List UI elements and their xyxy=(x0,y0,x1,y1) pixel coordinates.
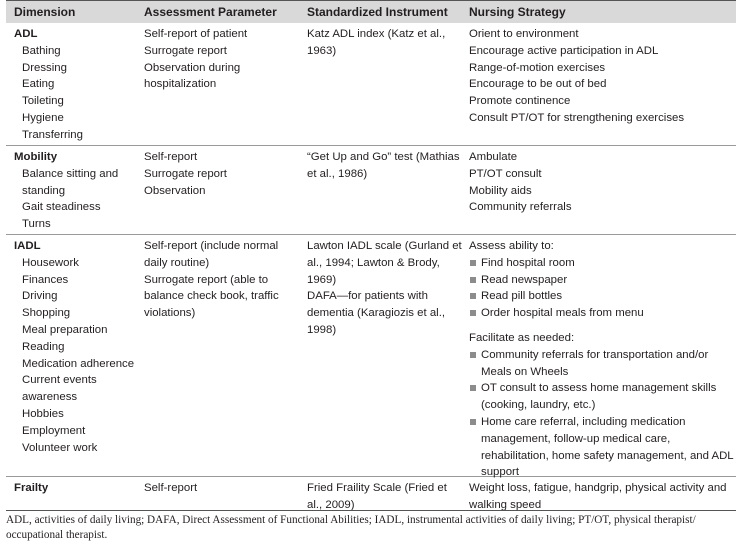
mobility-strategy-cell xyxy=(469,149,737,216)
assessment-item: Self-report (include normal daily routine) xyxy=(144,240,279,269)
strategy-item: Encourage active participation in ADL xyxy=(469,44,659,57)
dimension-item: Shopping xyxy=(22,307,71,320)
instrument-item: “Get Up and Go” test (Mathias et al., 1986) xyxy=(307,151,460,180)
strategy-bullet: Community referrals for transportation and/or Meals on Wheels xyxy=(469,347,737,381)
strategy-item: Weight loss, fatigue, handgrip, physical activity and walking speed xyxy=(469,482,727,511)
strategy-item: Mobility aids xyxy=(469,184,532,197)
dimension-item: Medication adherence xyxy=(22,357,135,370)
strategy-item: PT/OT consult xyxy=(469,167,542,180)
instrument-item: Fried Fraility Scale (Fried et al., 2009) xyxy=(307,482,447,511)
assessment-item: Self-report of patient xyxy=(144,28,248,40)
dimension-item: Eating xyxy=(22,78,55,91)
strategy-item: Ambulate xyxy=(469,151,518,163)
strategy-bullet: Read pill bottles xyxy=(469,288,737,305)
iadl-assessment-cell xyxy=(144,238,302,322)
header-assessment-parameter: Assessment Parameter xyxy=(144,5,277,19)
bullet-square-icon xyxy=(470,419,476,425)
bullet-square-icon xyxy=(470,277,476,283)
dimension-item: Hobbies xyxy=(22,407,64,420)
bullet-square-icon xyxy=(470,260,476,266)
strategy-subheading: Facilitate as needed: xyxy=(469,331,575,344)
frailty-strategy-cell xyxy=(469,480,737,514)
section-adl xyxy=(6,23,736,146)
instrument-item: Lawton IADL scale (Gurland et al., 1994; Lawton & Brody, 1969) xyxy=(307,240,462,286)
assessment-item: Surrogate report xyxy=(144,44,227,57)
dimension-title: IADL xyxy=(14,240,41,252)
strategy-bullet: Read newspaper xyxy=(469,272,737,289)
assessment-item: Surrogate report xyxy=(144,167,227,180)
assessment-table xyxy=(6,0,736,511)
header-dimension: Dimension xyxy=(14,5,76,19)
dimension-item: Toileting xyxy=(22,95,64,108)
instrument-item: Katz ADL index (Katz et al., 1963) xyxy=(307,28,446,57)
iadl-strategy-cell xyxy=(469,238,737,481)
dimension-title: Frailty xyxy=(14,482,49,494)
assessment-item: Self-report xyxy=(144,151,198,163)
dimension-item: Meal preparation xyxy=(22,323,108,336)
dimension-item: Volunteer work xyxy=(22,441,98,454)
dimension-item: Balance sitting and standing xyxy=(22,167,119,197)
mobility-assessment-cell xyxy=(144,149,302,199)
assessment-item: Observation xyxy=(144,184,206,197)
bullet-square-icon xyxy=(470,310,476,316)
section-iadl xyxy=(6,235,736,477)
dimension-item: Hygiene xyxy=(22,111,64,124)
strategy-bullet: Order hospital meals from menu xyxy=(469,305,737,322)
header-nursing-strategy: Nursing Strategy xyxy=(469,5,566,19)
instrument-item: DAFA—for patients with dementia (Karagiozis et al., 1998) xyxy=(307,290,446,336)
strategy-bullet: Home care referral, including medication management, follow-up medical care, rehabilitation, home safety management, and ADL support xyxy=(469,414,737,481)
strategy-item: Range-of-motion exercises xyxy=(469,61,606,74)
dimension-item: Housework xyxy=(22,256,79,269)
strategy-item: Orient to environment xyxy=(469,28,579,40)
table-header-row xyxy=(6,0,736,23)
iadl-instrument-cell xyxy=(307,238,465,339)
dimension-item: Dressing xyxy=(22,61,67,74)
dimension-item: Current events awareness xyxy=(22,374,97,404)
assessment-item: Observation during hospitalization xyxy=(144,61,241,91)
frailty-dimension-cell xyxy=(14,480,142,497)
strategy-subheading: Assess ability to: xyxy=(469,240,554,252)
dimension-item: Transferring xyxy=(22,128,83,141)
dimension-item: Employment xyxy=(22,424,86,437)
table-footnote: ADL, activities of daily living; DAFA, Direct Assessment of Functional Abilities; IADL, instrumental activities of daily living; PT/OT, physical therapist/ occupational therapist. xyxy=(6,514,696,541)
footnote-divider xyxy=(6,510,736,511)
bullet-square-icon xyxy=(470,352,476,358)
mobility-dimension-cell xyxy=(14,149,142,233)
strategy-item: Encourage to be out of bed xyxy=(469,78,607,91)
dimension-item: Finances xyxy=(22,273,69,286)
strategy-item: Community referrals xyxy=(469,201,572,214)
dimension-item: Reading xyxy=(22,340,65,353)
iadl-dimension-cell xyxy=(14,238,142,456)
frailty-assessment-cell xyxy=(144,480,302,497)
adl-instrument-cell xyxy=(307,26,465,60)
strategy-item: Promote continence xyxy=(469,95,571,108)
assessment-item: Self-report xyxy=(144,482,198,494)
frailty-instrument-cell xyxy=(307,480,465,514)
mobility-instrument-cell xyxy=(307,149,465,183)
dimension-item: Driving xyxy=(22,290,58,303)
section-mobility xyxy=(6,146,736,235)
bullet-square-icon xyxy=(470,293,476,299)
strategy-item: Consult PT/OT for strengthening exercises xyxy=(469,111,685,124)
dimension-item: Gait steadiness xyxy=(22,201,101,214)
header-standardized-instrument: Standardized Instrument xyxy=(307,5,448,19)
strategy-bullet: Find hospital room xyxy=(469,255,737,272)
adl-assessment-cell xyxy=(144,26,302,93)
adl-strategy-cell xyxy=(469,26,737,127)
adl-dimension-cell xyxy=(14,26,142,144)
dimension-title: ADL xyxy=(14,28,38,40)
bullet-square-icon xyxy=(470,385,476,391)
section-frailty xyxy=(6,477,736,511)
dimension-item: Turns xyxy=(22,218,51,231)
strategy-bullet: OT consult to assess home management skills (cooking, laundry, etc.) xyxy=(469,380,737,414)
dimension-title: Mobility xyxy=(14,151,58,163)
assessment-item: Surrogate report (able to balance check book, traffic violations) xyxy=(144,273,279,320)
dimension-item: Bathing xyxy=(22,44,61,57)
